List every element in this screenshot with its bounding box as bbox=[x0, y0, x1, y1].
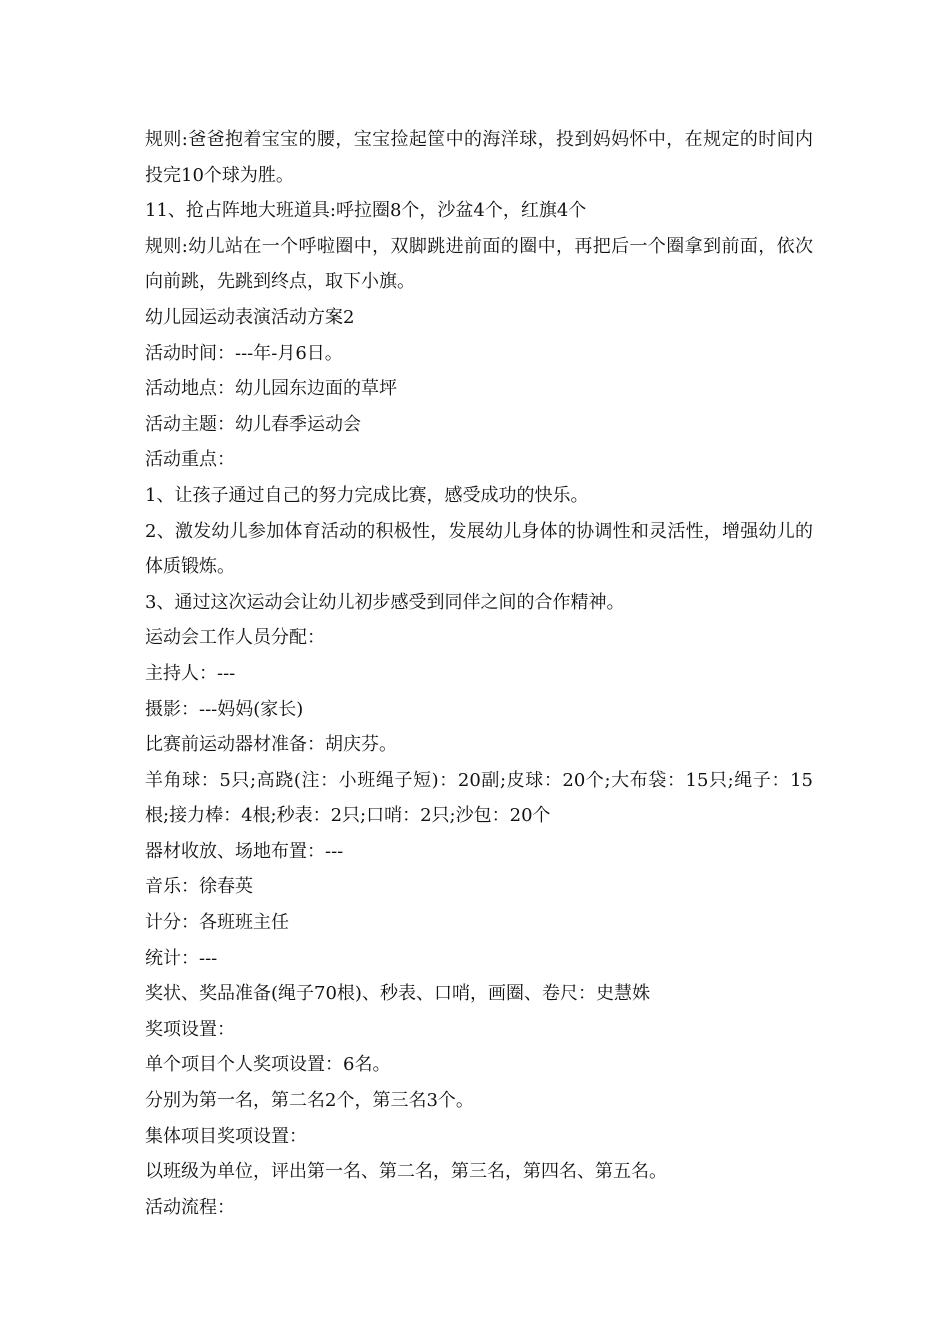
rule-paragraph-ball-toss: 规则:爸爸抱着宝宝的腰，宝宝捡起筐中的海洋球，投到妈妈怀中，在规定的时间内投完10个球为胜。 bbox=[145, 129, 813, 186]
focus-item-1: 1、让孩子通过自己的努力完成比赛，感受成功的快乐。 bbox=[145, 484, 589, 506]
focus-item-3: 3、通过这次运动会让幼儿初步感受到同伴之间的合作精神。 bbox=[145, 591, 625, 613]
staff-equipment-prep: 比赛前运动器材准备：胡庆芬。 bbox=[145, 734, 397, 756]
activity-theme: 活动主题：幼儿春季运动会 bbox=[145, 413, 361, 435]
focus-item-2: 2、激发幼儿参加体育活动的积极性，发展幼儿身体的协调性和灵活性，增强幼儿的体质锻炼。 bbox=[145, 520, 813, 578]
group-awards-detail: 以班级为单位，评出第一名、第二名，第三名，第四名、第五名。 bbox=[145, 1161, 667, 1183]
staff-photography: 摄影：---妈妈(家长) bbox=[145, 698, 304, 720]
activity-location: 活动地点：幼儿园东边面的草坪 bbox=[145, 378, 397, 400]
staff-venue-setup: 器材收放、场地布置：--- bbox=[145, 840, 344, 862]
staff-assignment-heading: 运动会工作人员分配： bbox=[145, 627, 325, 649]
group-awards-heading: 集体项目奖项设置： bbox=[145, 1125, 307, 1147]
activity-time: 活动时间：---年-月6日。 bbox=[145, 342, 343, 364]
staff-music: 音乐：徐春英 bbox=[145, 876, 253, 898]
staff-host: 主持人：--- bbox=[145, 662, 236, 684]
individual-awards: 单个项目个人奖项设置：6名。 bbox=[145, 1054, 391, 1076]
awards-heading: 奖项设置： bbox=[145, 1018, 235, 1040]
document-body bbox=[145, 122, 813, 1225]
activity-focus-heading: 活动重点： bbox=[145, 449, 235, 471]
individual-awards-detail: 分别为第一名，第二名2个，第三名3个。 bbox=[145, 1090, 474, 1112]
staff-awards-prep: 奖状、奖品准备(绳子70根)、秒表、口哨，画圈、卷尺：史慧姝 bbox=[145, 983, 650, 1005]
section-heading-plan-2: 幼儿园运动表演活动方案2 bbox=[145, 306, 355, 328]
game-11-title: 11、抢占阵地大班道具:呼拉圈8个，沙盆4个，红旗4个 bbox=[145, 200, 587, 222]
staff-statistics: 统计：--- bbox=[145, 947, 218, 969]
equipment-list: 羊角球：5只;高跷(注：小班绳子短)：20副;皮球：20个;大布袋：15只;绳子：15根;接力棒：4根;秒表：2只;口哨：2只;沙包：20个 bbox=[145, 769, 813, 827]
rule-paragraph-hoop-jump: 规则:幼儿站在一个呼啦圈中，双脚跳进前面的圈中，再把后一个圈拿到前面，依次向前跳，先跳到终点，取下小旗。 bbox=[145, 235, 813, 293]
activity-flow-heading: 活动流程： bbox=[145, 1196, 235, 1218]
staff-scoring: 计分：各班班主任 bbox=[145, 912, 289, 934]
